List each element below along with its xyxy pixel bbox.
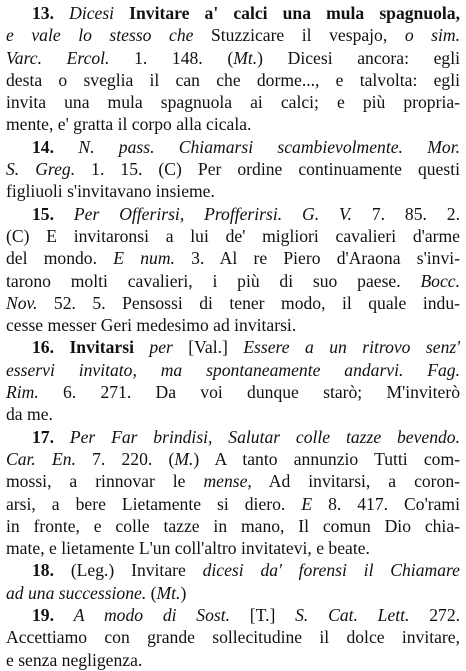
text-line — [6, 314, 460, 336]
text-line — [6, 649, 460, 671]
text-line — [6, 336, 460, 358]
text-segment: [T.] — [230, 605, 296, 626]
text-segment — [54, 605, 74, 625]
text-segment: da me. — [6, 404, 53, 425]
text-segment: S. Cat. Lett. — [295, 605, 410, 626]
text-line — [6, 359, 460, 381]
entry-number: 16. — [32, 337, 54, 358]
text-segment: M. — [174, 448, 194, 469]
text-line — [6, 470, 460, 492]
text-line — [6, 448, 460, 470]
dictionary-entry — [6, 604, 460, 671]
text-segment: (C) E invitaronsi a lui de' migliori cavalieri d'arme — [6, 225, 460, 246]
text-segment: figliuoli s'invitavano insieme. — [6, 181, 215, 202]
text-line — [6, 203, 460, 225]
text-segment: ) Dicesi ancora: egli — [257, 47, 460, 68]
text-segment: tarono molti cavalieri, i più di suo paese. — [6, 270, 421, 291]
text-segment: Varc. Ercol. — [6, 47, 110, 68]
dictionary-entry — [6, 136, 460, 203]
text-line — [6, 91, 460, 113]
entry-number: 19. — [32, 605, 54, 626]
text-segment: mossi, a rinnovar le — [6, 471, 204, 492]
text-segment: 7. 220. ( — [75, 448, 175, 469]
dictionary-entry — [6, 203, 460, 337]
text-segment: Per Far brindisi, Salutar colle tazze bevendo. — [69, 426, 460, 447]
text-line — [6, 270, 460, 292]
text-line — [6, 426, 460, 448]
text-segment: invita una mula spagnuola ai calci; e più propria- — [6, 92, 460, 113]
text-segment: mente, e' gratta il corpo alla cicala. — [6, 114, 252, 135]
dictionary-entry — [6, 2, 460, 136]
text-segment: Ad invitarsi, a coron- — [251, 471, 460, 492]
text-segment: 3. Al re Piero d'Araona s'invi- — [174, 248, 460, 269]
text-segment: Stuzzicare il vespajo, — [193, 25, 405, 46]
text-segment: [Val.] — [172, 337, 244, 358]
text-segment — [134, 337, 149, 357]
text-segment: 52. 5. Pensossi di tener modo, il quale indu- — [37, 292, 460, 313]
text-segment: 7. 85. 2. — [351, 203, 460, 224]
text-line — [6, 604, 460, 626]
text-segment: arsi, a bere Lietamente si diero. — [6, 493, 302, 514]
text-segment: dicesi da' forensi il Chiamare — [202, 560, 460, 581]
text-segment: S. Greg. — [6, 159, 76, 180]
text-segment: mate, e lietamente L'un coll'altro invitatevi, e beate. — [6, 538, 370, 559]
text-line — [6, 403, 460, 425]
entry-number: 15. — [32, 203, 54, 224]
text-segment: Rim. — [6, 382, 39, 403]
text-segment: 272. — [409, 605, 461, 626]
text-segment: 6. 271. Da voi dunque starò; M'inviterò — [38, 382, 460, 403]
text-line — [6, 24, 460, 46]
text-segment: Mt. — [233, 47, 258, 68]
text-segment: Nov. — [6, 292, 38, 313]
text-line — [6, 292, 460, 314]
text-line — [6, 626, 460, 648]
text-line — [6, 113, 460, 135]
text-line — [6, 493, 460, 515]
text-segment: Mt. — [156, 582, 181, 603]
text-line — [6, 136, 460, 158]
dictionary-entry — [6, 426, 460, 560]
dictionary-entry — [6, 336, 460, 425]
text-segment: per — [149, 337, 173, 358]
text-line — [6, 69, 460, 91]
text-line — [6, 47, 460, 69]
text-segment: cesse messer Geri medesimo ad invitarsi. — [6, 315, 297, 336]
text-segment: E — [301, 493, 313, 514]
text-segment: E num. — [113, 248, 175, 269]
text-segment: del mondo. — [6, 248, 114, 269]
text-segment: Invitare a' calci una mula spagnuola, — [129, 3, 460, 23]
text-segment: esservi invitato, ma spontaneamente andarvi. Fag. — [6, 359, 460, 380]
text-segment: Invitarsi — [69, 337, 134, 358]
text-line — [6, 225, 460, 247]
entry-number: 13. — [32, 3, 54, 23]
text-segment: (Leg.) Invitare — [54, 560, 203, 581]
text-segment: Bocc. — [420, 270, 460, 291]
text-segment: ( — [146, 582, 157, 603]
text-segment: mense, — [203, 471, 252, 492]
text-segment — [54, 3, 69, 23]
text-segment: N. pass. Chiamarsi scambievolmente. Mor. — [78, 136, 461, 157]
text-segment: A modo di Sost. — [73, 605, 231, 626]
text-segment: 8. 417. Co'rami — [312, 493, 460, 514]
text-line — [6, 515, 460, 537]
text-segment: o sim. — [404, 25, 460, 46]
text-line — [6, 559, 460, 581]
text-segment: Accettiamo con grande sollecitudine il dolce invitare, — [6, 627, 460, 648]
dictionary-entry — [6, 559, 460, 604]
text-segment: Car. En. — [6, 448, 76, 469]
text-segment: Dicesi — [69, 3, 115, 23]
text-segment: Per Offerirsi, Profferirsi. G. V. — [73, 203, 352, 224]
text-line — [6, 537, 460, 559]
text-line — [6, 2, 460, 24]
entry-number: 18. — [32, 560, 54, 581]
text-line — [6, 582, 460, 604]
dictionary-page — [6, 2, 460, 671]
text-segment — [54, 204, 74, 224]
text-segment: 1. 148. ( — [109, 47, 234, 68]
text-segment: Essere a un ritrovo senz' — [243, 337, 460, 358]
text-segment: desta o sveglia il can che dorme..., e talvolta: egli — [6, 69, 460, 90]
text-segment: ad una successione. — [6, 582, 147, 603]
text-line — [6, 247, 460, 269]
text-segment: in fronte, e colle tazze in mano, Il comun Dio chia- — [6, 515, 460, 536]
text-line — [6, 158, 460, 180]
text-segment: 1. 15. (C) Per ordine continuamente questi — [75, 159, 460, 180]
entry-number: 14. — [32, 136, 54, 157]
text-segment — [54, 137, 78, 157]
text-segment: e senza negligenza. — [6, 649, 143, 670]
text-segment — [114, 3, 129, 23]
text-line — [6, 180, 460, 202]
entry-number: 17. — [32, 426, 54, 447]
text-line — [6, 381, 460, 403]
text-segment — [54, 337, 69, 357]
text-segment: ) A tanto annunzio Tutti com- — [193, 448, 460, 469]
text-segment — [54, 427, 70, 447]
text-segment: ) — [180, 582, 187, 603]
text-segment: e vale lo stesso che — [6, 25, 194, 46]
